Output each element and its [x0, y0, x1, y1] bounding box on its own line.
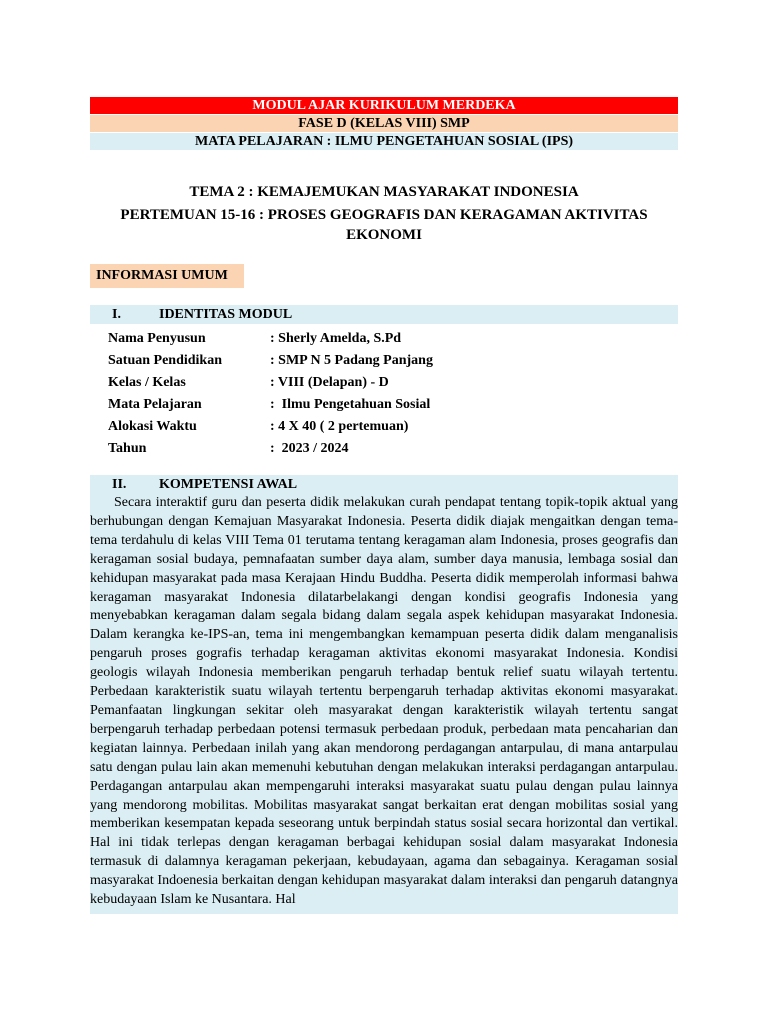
identitas-value: : VIII (Delapan) - D: [270, 375, 389, 390]
informasi-umum-heading: INFORMASI UMUM: [90, 264, 244, 288]
section-kompetensi-heading: [90, 475, 678, 494]
identitas-value: : SMP N 5 Padang Panjang: [270, 353, 433, 368]
section-title: IDENTITAS MODUL: [159, 307, 293, 322]
kompetensi-paragraph: Secara interaktif guru dan peserta didik melakukan curah pendapat tentang topik-topik aktual yang berhubungan dengan Kemajuan Masyarakat Indonesia. Peserta didik diajak mengaitkan dengan tema-tema terdahulu di kelas VIII Tema 01 terutama tentang keragaman alam Indonesia, proses geografis dan keragaman sosial budaya, pemnafaatan sumber daya alam, sumber daya manusia, lembaga sosial dan kehidupan masyarakat pada masa Kerajaan Hindu Buddha. Peserta didik memperolah informasi bahwa keragaman masyarakat Indonesia dilatarbelakangi dengan kondisi geografis Indonesia yang menyebabkan keragaman dalam segala bidang dalam segala aspek kehidupan masyarakat Indonesia. Dalam kerangka ke-IPS-an, tema ini mengembangkan kemampuan peserta didik dalam menganalisis pengaruh proses gografis terhadap keragaman aktivitas ekonomi masyarakat Indonesia. Kondisi geologis wilayah Indonesia memberikan pengaruh terhadap bentuk relief suatu wilayah tertentu. Perbedaan karakteristik suatu wilayah tertentu berpengaruh terhadap aktivitas ekonomi masyarakat. Pemanfaatan lingkungan sekitar oleh masyarakat dengan karakteristik wilayah tertentu sangat berpengaruh terhadap perbedaan potensi termasuk perbedaan produk, perbedaan mata pencaharian dan kegiatan lainnya. Perbedaan inilah yang akan mendorong perdagangan antarpulau, di mana antarpulau satu dengan pulau lain akan memenuhi kebutuhan dengan melakukan interaksi perdagangan antarpulau. Perdagangan antarpulau akan mempengaruhi interaksi masyarakat suatu pulau dengan pulau lainnya yang mendorong mobilitas. Mobilitas masyarakat sangat berkaitan erat dengan mobilitas sosial yang memberikan kesempatan kepada seseorang untuk berpindah status sosial secara horizontal dan vertikal. Hal ini tidak terlepas dengan keragaman berbagai kehidupan sosial dalam masyarakat Indonesia termasuk di dalamnya keragaman pekerjaan, kebudayaan, agama dan sebagainya. Keragaman sosial masyarakat Indoenesia berkaitan dengan kehidupan masyarakat dalam interaksi dan pengaruh datangnya kebudayaan Islam ke Nusantara. Hal: [90, 494, 678, 914]
identitas-label: Mata Pelajaran: [108, 397, 202, 412]
identitas-value: : Sherly Amelda, S.Pd: [270, 331, 402, 346]
identitas-label: Kelas / Kelas: [108, 375, 186, 390]
tema-title: TEMA 2 : KEMAJEMUKAN MASYARAKAT INDONESIA: [189, 184, 579, 200]
identitas-table: [108, 328, 668, 460]
header-title-band: MODUL AJAR KURIKULUM MERDEKA: [90, 97, 678, 114]
identitas-row: [108, 350, 668, 372]
identitas-label: Nama Penyusun: [108, 331, 206, 346]
identitas-row: [108, 394, 668, 416]
section-title: KOMPETENSI AWAL: [159, 477, 298, 492]
identitas-label: Tahun: [108, 441, 147, 456]
section-number: II.: [112, 477, 127, 492]
identitas-row: [108, 416, 668, 438]
identitas-value: : 2023 / 2024: [270, 441, 349, 456]
identitas-value: : Ilmu Pengetahuan Sosial: [270, 397, 431, 412]
identitas-label: Satuan Pendidikan: [108, 353, 222, 368]
header-subject-band: MATA PELAJARAN : ILMU PENGETAHUAN SOSIAL (IPS): [90, 133, 678, 150]
identitas-label: Alokasi Waktu: [108, 419, 197, 434]
identitas-row: [108, 438, 668, 460]
identitas-row: [108, 372, 668, 394]
section-number: I.: [112, 307, 121, 322]
header-fase-band: FASE D (KELAS VIII) SMP: [90, 115, 678, 132]
section-identitas-heading: [90, 305, 678, 324]
identitas-row: [108, 328, 668, 350]
identitas-value: : 4 X 40 ( 2 pertemuan): [270, 419, 409, 434]
pertemuan-title: PERTEMUAN 15-16 : PROSES GEOGRAFIS DAN KERAGAMAN AKTIVITAS EKONOMI: [120, 207, 648, 243]
